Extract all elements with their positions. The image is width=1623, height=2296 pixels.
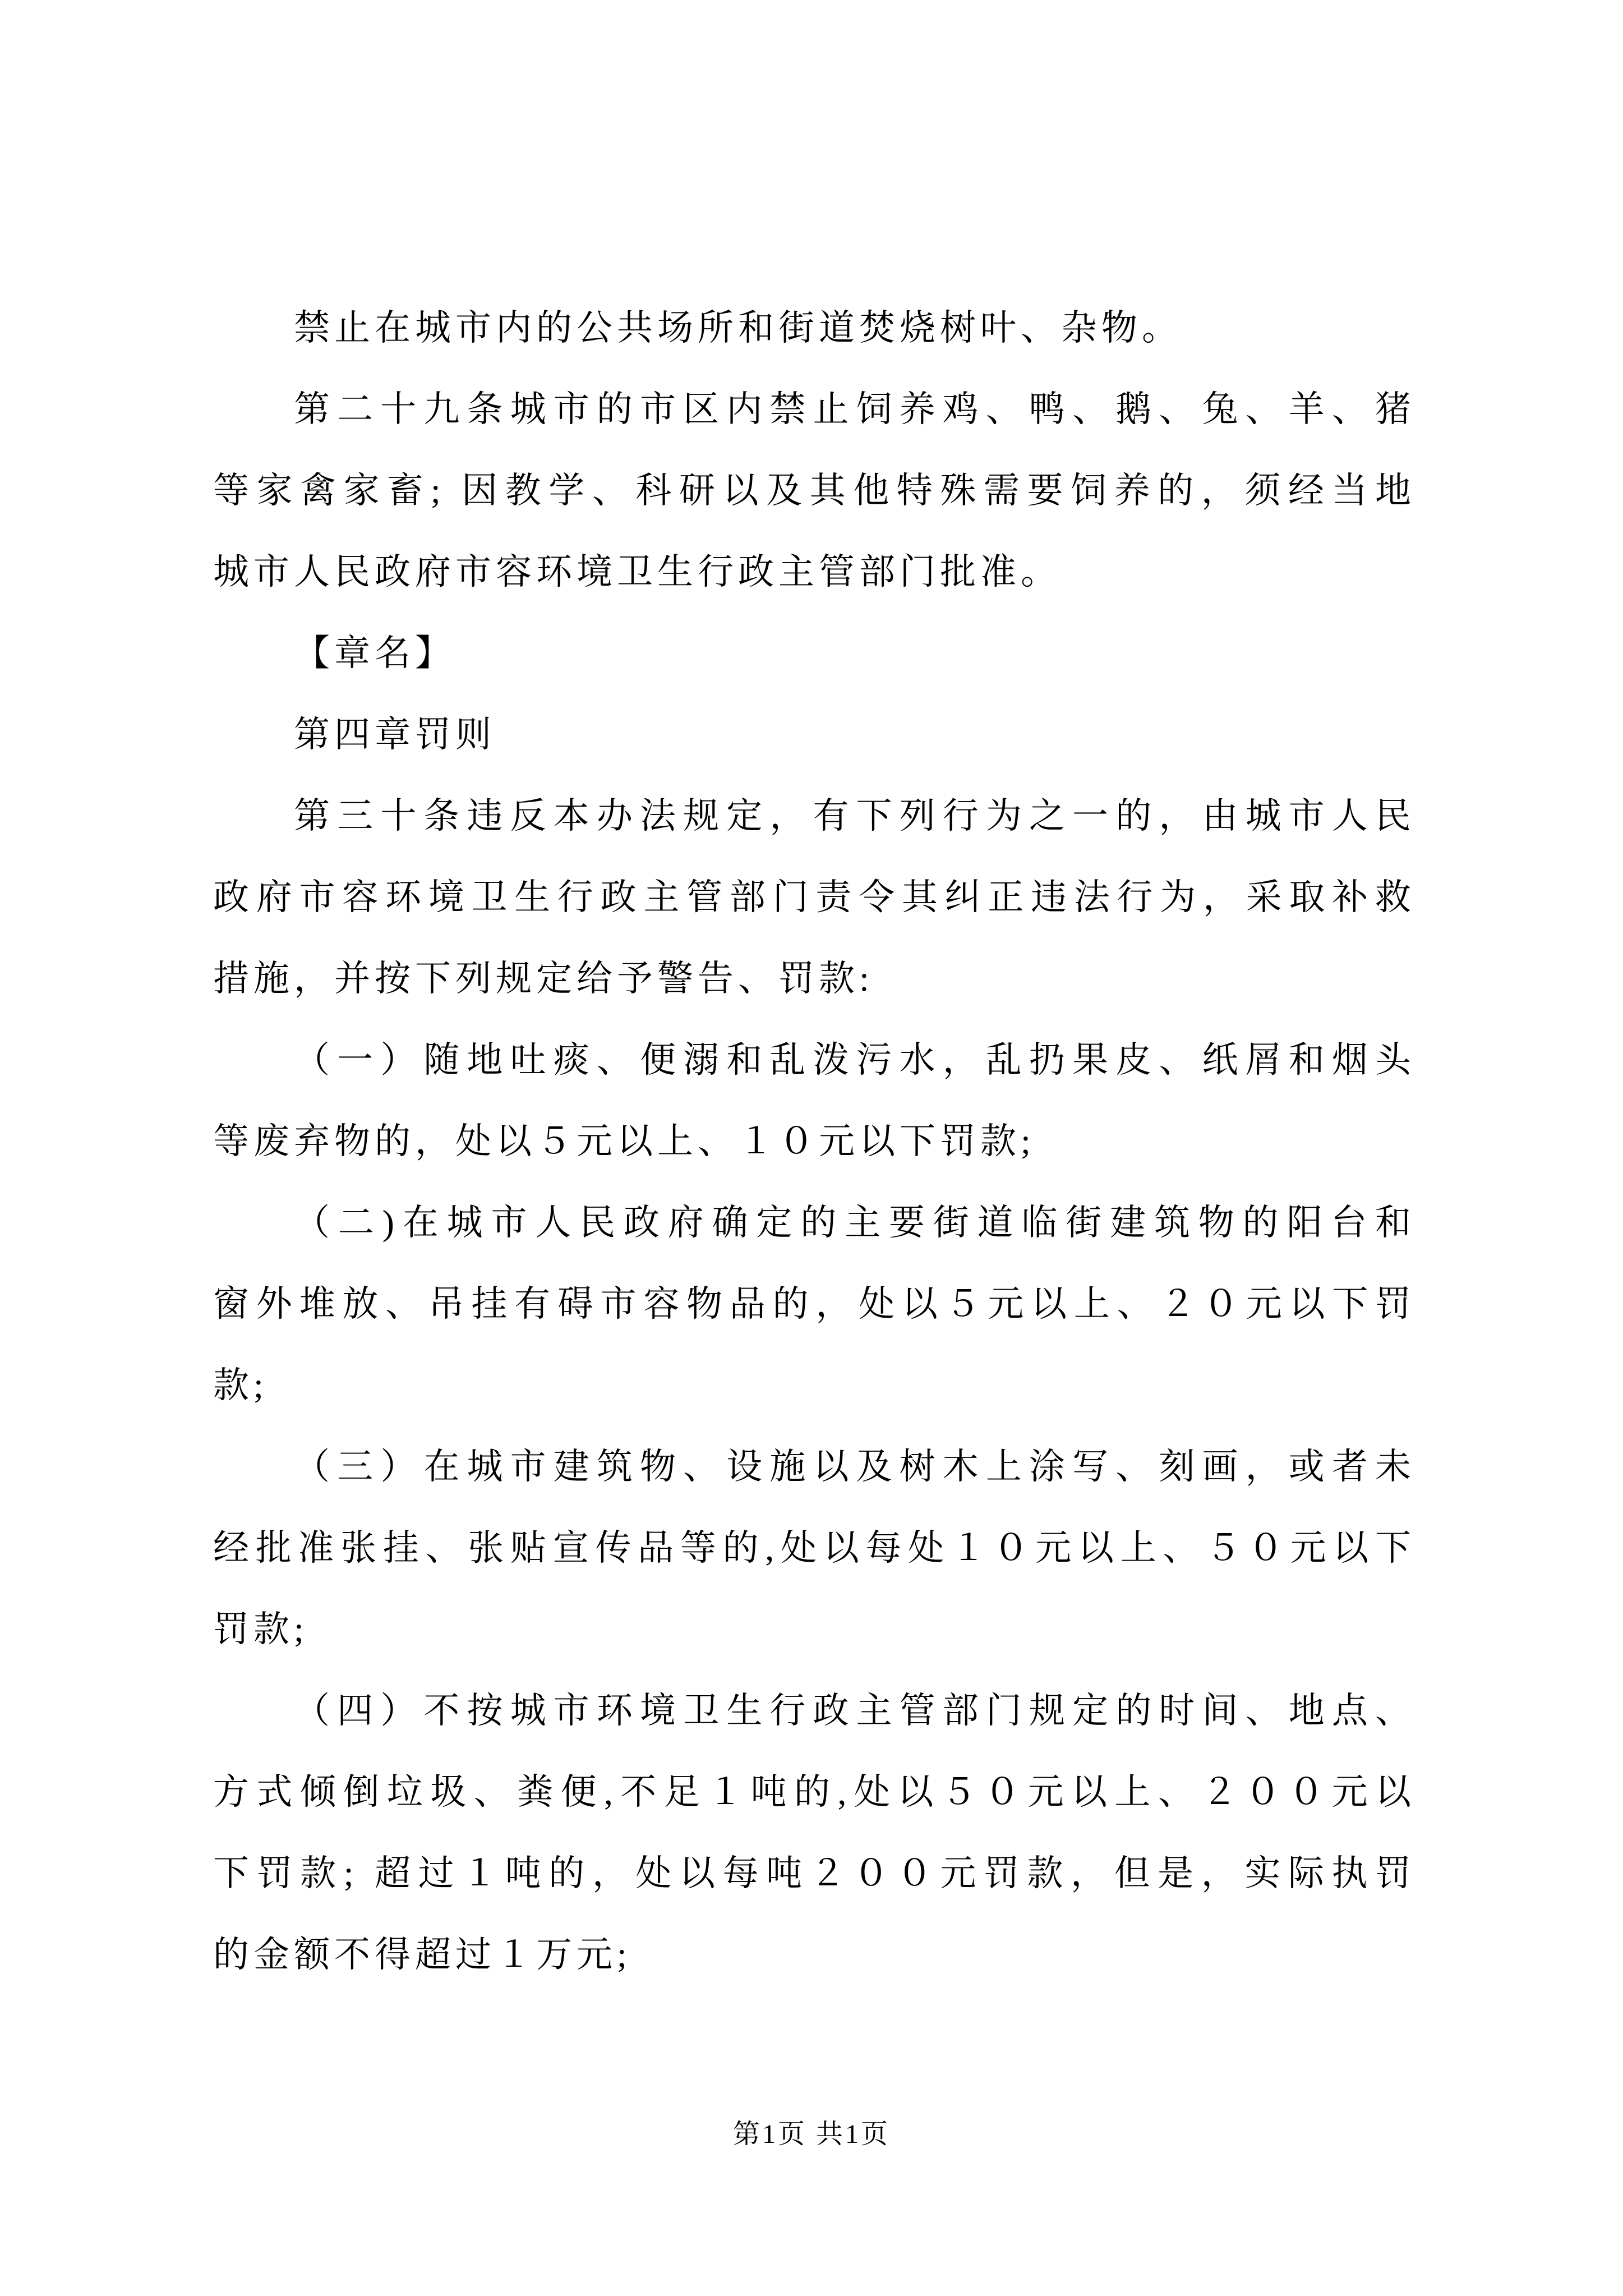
document-line: 方式倾倒垃圾、粪便,不足１吨的,处以５０元以上、２００元以	[213, 1772, 1415, 1812]
document-line: 的金额不得超过１万元;	[213, 1935, 631, 1975]
chapter-name-marker: 【章名】	[294, 633, 455, 673]
document-line: （四）不按城市环境卫生行政主管部门规定的时间、地点、	[294, 1691, 1415, 1731]
document-line: 第三十条违反本办法规定，有下列行为之一的，由城市人民	[294, 796, 1415, 836]
document-line: （三）在城市建筑物、设施以及树木上涂写、刻画，或者未	[294, 1447, 1415, 1487]
document-line: 措施，并按下列规定给予警告、罚款:	[213, 959, 874, 999]
chapter-title: 第四章罚则	[294, 715, 496, 754]
document-line: 第二十九条城市的市区内禁止饲养鸡、鸭、鹅、兔、羊、猪	[294, 389, 1415, 429]
document-line: 下罚款; 超过１吨的，处以每吨２００元罚款，但是，实际执罚	[213, 1853, 1415, 1893]
document-line: 款;	[213, 1365, 268, 1405]
document-line: 政府市容环境卫生行政主管部门责令其纠正违法行为，采取补救	[213, 877, 1415, 917]
document-line: 罚款;	[213, 1609, 308, 1649]
document-line: （二)在城市人民政府确定的主要街道临街建筑物的阳台和	[294, 1203, 1415, 1243]
document-line: 等家禽家畜; 因教学、科研以及其他特殊需要饲养的，须经当地	[213, 471, 1415, 510]
document-line: （一）随地吐痰、便溺和乱泼污水，乱扔果皮、纸屑和烟头	[294, 1040, 1415, 1080]
document-line: 经批准张挂、张贴宣传品等的,处以每处１０元以上、５０元以下	[213, 1528, 1415, 1568]
document-line: 禁止在城市内的公共场所和街道焚烧树叶、杂物。	[294, 308, 1182, 348]
page-number-footer: 第1页 共1页	[732, 2119, 890, 2149]
document-line: 窗外堆放、吊挂有碍市容物品的，处以５元以上、２０元以下罚	[213, 1284, 1415, 1324]
document-line: 等废弃物的，处以５元以上、１０元以下罚款;	[213, 1121, 1035, 1161]
document-body	[213, 287, 1415, 1995]
document-line: 城市人民政府市容环境卫生行政主管部门批准。	[213, 552, 1061, 592]
